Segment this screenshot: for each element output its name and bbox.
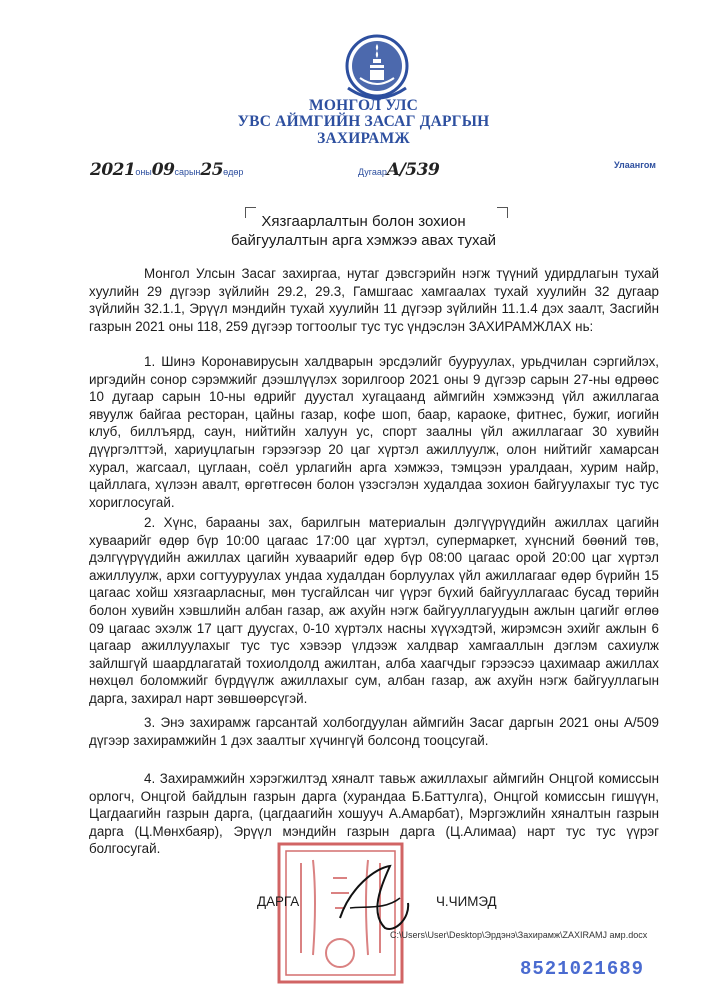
clause-2: 2. Хүнс, барааны зах, барилгын материалын дэлгүүрүүдийн ажиллах цагийн хуваарийг өдөр бүр 10:00 цагаас 17:00 цаг хүртэл, супермаркет, хүнсний бөөний төв, дэлгүүрүүдийн ажиллах цагийн хуваарийг өдөр бүр 08:00 цагаас орой 20:00 цаг хүртэл ажиллуулж, архи согтууруулах ундаа худалдан борлуулах үйл ажиллагааг өдөр бүрийн 15 цагаас хойш хязгаарласныг, мөн тусгайлсан чиг үүрэг бүхий байгууллагаас бусад төрийн болон хувийн хэвшлийн албан газар, аж ахуйн нэгж байгууллагуудын ажлын цагийг өглөө 09 цагаас эхэлж 17 цагт дуусгах, 0-10 хүртэлх насны хүүхэдтэй, жирэмсэн эхийг ажлын 6 цагаар ажиллуулахыг тус тус хэвээр үлдээж халдвар хамгааллын дэглэм сахиулж зайлшгүй шаардлагатай тохиолдолд ажилтан, алба хаагчдыг гэрээсээ цахимаар ажиллах нөхцөл боломжийг бүрдүүлж ажиллахыг сум, албан газар, аж ахуйн нэгж байгууллагын дарга, захирал нарт зөвшөөрсүгэй.: [89, 515, 659, 706]
clause-3: 3. Энэ захирамж гарсантай холбогдуулан аймгийн Засаг даргын 2021 оны А/509 дүгээр захирамжийн 1 дэх заалтыг хүчингүй болсонд тооцсугай.: [89, 715, 659, 748]
serial-number: 8521021689: [520, 958, 645, 980]
header-country: МОНГОЛ УЛС: [308, 97, 418, 114]
signatory-name: Ч.ЧИМЭД: [436, 894, 497, 909]
decree-subject: Хязгаарлалтын болон зохион байгуулалтын арга хэмжээ авах тухай: [230, 213, 497, 249]
file-path: C:\Users\User\Desktop\Эрдэнэ\Захирамж\ZAXIRAMJ амр.docx: [390, 930, 648, 940]
decree-place: Улаангом: [614, 160, 656, 170]
date-year: 2021: [90, 160, 136, 180]
soyombo-emblem-icon: [340, 32, 414, 104]
clause-1: 1. Шинэ Коронавирусын халдварын эрсдэлийг бууруулах, урьдчилан сэргийлэх, иргэдийн сонор сэрэмжийг дээшлүүлэх зорилгоор 2021 оны 9 дүгээр сарын 27-ны өдрөөс 10 дугаар сарын 10-ны өдрийг дуустал хугацаанд аймгийн хэмжээнд үйл ажиллагаа явуулж байгаа ресторан, цайны газар, кофе шоп, баар, караоке, фитнес, бужиг, иогийн клуб, биллъярд, саун, нийтийн халуун ус, спорт заалны үйл ажиллагааг 30 хувийн дүүргэлттэй, хариуцлагын гэрээгээр 20 цаг хүртэл ажиллуулж, олон нийтийг хамарсан хурал, жагсаал, цуглаан, соёл урлагийн арга хэмжээ, тэмцээн уралдаан, хурим найр, цайллага, хүлээн авалт, өргөтгөсөн болон үзэсгэлэн худалдаа зохион байгуулахыг тус тус хориглосугай.: [89, 354, 659, 510]
header-authority: УВС АЙМГИЙН ЗАСАГ ДАРГЫН: [237, 113, 490, 130]
signatory-title: ДАРГА: [257, 894, 300, 909]
date-day: 25: [200, 160, 224, 180]
decree-number-value: A/539: [386, 160, 440, 180]
decree-date: 2021оны09сарын25өдөр: [90, 160, 244, 180]
clause-4: 4. Захирамжийн хэрэгжилтэд хяналт тавьж ажиллахыг аймгийн Онцгой комиссын орлогч, Онцгой байдлын газрын дарга (хурандаа Б.Баттулга), Онцгой комиссын гишүүн, Цагдаагийн газрын дарга, (цагдаагийн хошууч А.Амарбат), Мэргэжлийн хяналтын газрын дарга (Ц.Мөнхбаяр), Эрүүл мэндийн газрын дарга (Ц.Алимаа) нарт тус тус үүрэг болгосугай.: [89, 771, 659, 857]
date-month: 09: [151, 160, 175, 180]
preamble-paragraph: Монгол Улсын Засаг захиргаа, нутаг дэвсгэрийн нэгж түүний удирдлагын тухай хуулийн 29 дүгээр зүйлийн 29.2, 29.3, Гамшгаас хамгаалах тухай хуулийн 32 дугаар зүйлийн 32.1.1, Эрүүл мэндийн тухай хуулийн 11 дүгээр зүйлийн 11.1.4 дэх заалт, Засгийн газрын 2021 оны 118, 259 дүгээр тогтоолыг тус тус үндэслэн ЗАХИРАМЖЛАХ нь:: [89, 266, 659, 334]
handwritten-signature: [330, 858, 425, 936]
header-doc-type: ЗАХИРАМЖ: [317, 130, 410, 147]
decree-number: ДугаарA/539: [358, 160, 440, 180]
